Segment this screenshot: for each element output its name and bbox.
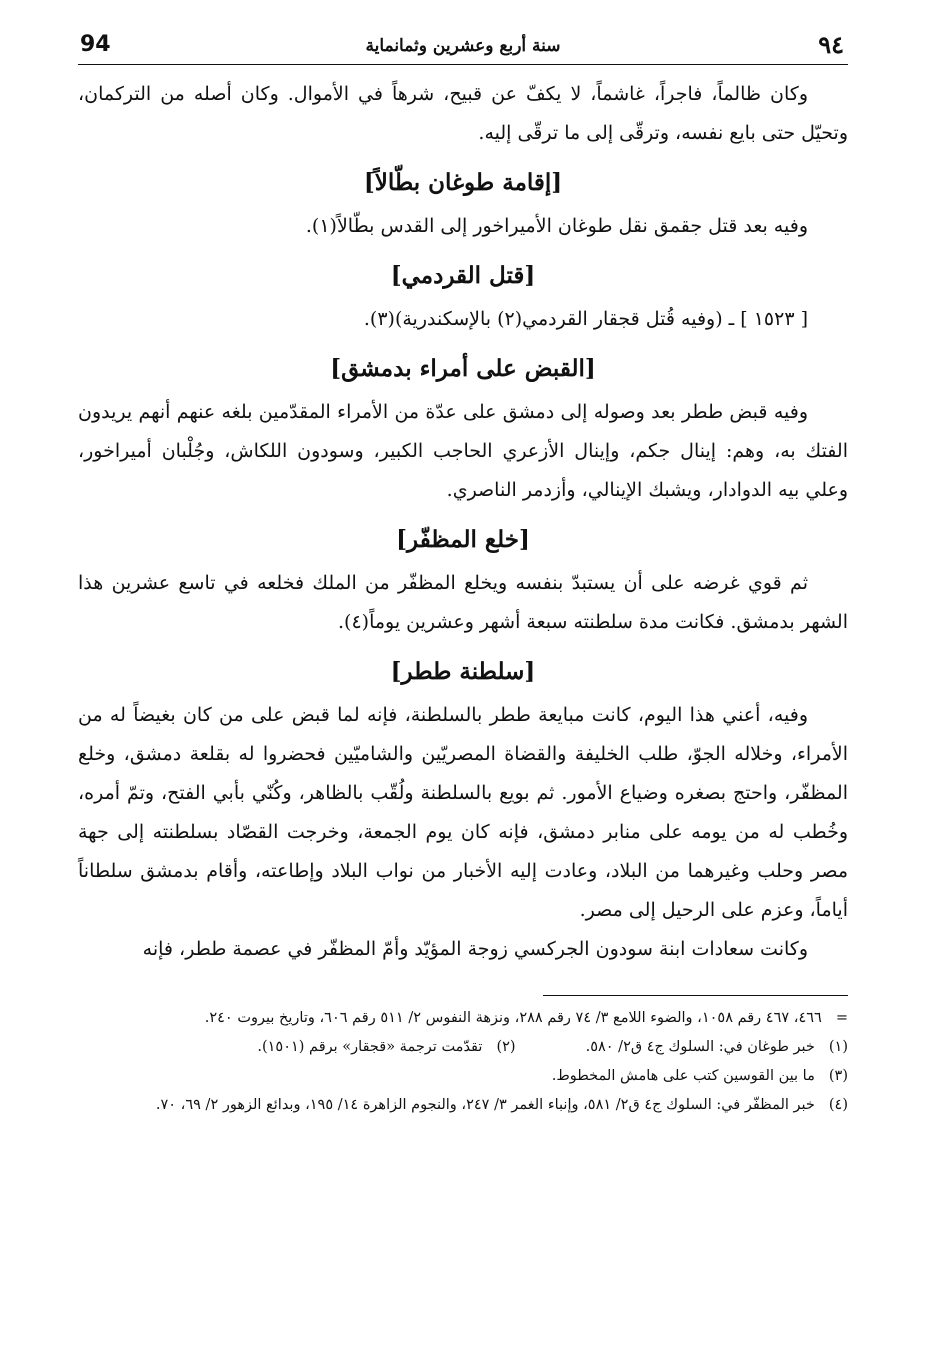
footnote-marker: (١): [828, 1039, 848, 1055]
paragraph: وكانت سعادات ابنة سودون الجركسي زوجة المؤيّد وأمّ المظفّر في عصمة ططر، فإنه: [142, 938, 808, 960]
book-page: [78, 28, 848, 1338]
footnote-marker: (٢): [496, 1039, 516, 1055]
page-header: [78, 28, 848, 65]
footnote-2: [257, 1033, 515, 1062]
footnote-marker: =: [835, 1010, 848, 1026]
running-title: سنة أربع وعشرين وثمانماية: [365, 36, 561, 56]
paragraph: وفيه بعد قتل جقمق نقل طوغان الأميراخور إلى القدس بطّالاً(١).: [305, 215, 808, 237]
page-number-latin: 94: [80, 32, 111, 57]
section-heading: [سلطنة ططر]: [390, 658, 536, 685]
footnote-marker: (٣): [828, 1068, 848, 1084]
footnote-text: ما بين القوسين كتب على هامش المخطوط.: [551, 1068, 815, 1084]
section-heading: [القبض على أمراء بدمشق]: [330, 355, 596, 382]
footnote-1: [586, 1033, 848, 1062]
footnote-text: خبر طوغان في: السلوك ج٤ ق٢/ ٥٨٠.: [585, 1039, 815, 1055]
paragraph: [ ١٥٢٣ ] ـ (وفيه قُتل قجقار القردمي(٢) بالإسكندرية)(٣).: [363, 308, 808, 330]
footnote-text: ٤٦٦، ٤٦٧ رقم ١٠٥٨، والضوء اللامع ٣/ ٧٤ رقم ٢٨٨، ونزهة النفوس ٢/ ٥١١ رقم ٦٠٦، وتاريخ بيروت ٢٤٠.: [204, 1010, 822, 1026]
footnote-marker: (٤): [828, 1097, 848, 1113]
section-heading: [خلع المظفّر]: [396, 526, 530, 553]
footnote-separator: [543, 995, 848, 996]
paragraph: وفيه قبض ططر بعد وصوله إلى دمشق على عدّة من الأمراء المقدّمين بلغه عنهم أنهم يريدون الفتك به، وهم: إينال جكم، وإينال الأزعري الحاجب الكبير، وسودون اللكاش، وجُلْبان أميراخور، وعلي بيه الدوادار، ويشبك الإينالي، وأزدمر الناصري.: [78, 401, 848, 501]
main-text: [78, 75, 848, 969]
footnote-3: [78, 1062, 848, 1091]
paragraph: وكان ظالماً، فاجراً، غاشماً، لا يكفّ عن قبيح، شرهاً في الأموال. وكان أصله من التركمان، وتحيّل حتى بايع نفسه، وترقّى إلى ما ترقّى إليه.: [78, 83, 848, 144]
paragraph: ثم قوي غرضه على أن يستبدّ بنفسه ويخلع المظفّر من الملك فخلعه في تاسع عشرين هذا الشهر بدمشق. فكانت مدة سلطنته سبعة أشهر وعشرين يوماً(٤).: [78, 572, 848, 633]
footnote-text: تقدّمت ترجمة «قجقار» برقم (١٥٠١).: [257, 1039, 483, 1055]
section-heading: [قتل القردمي]: [390, 262, 536, 289]
footnote-4: [78, 1091, 848, 1120]
paragraph: وفيه، أعني هذا اليوم، كانت مبايعة ططر بالسلطنة، فإنه لما قبض على من كان بغيضاً له من الأمراء، وخلاله الجوّ، طلب الخليفة والقضاة المصريّين والشاميّين فحضروا له بقلعة دمشق، وخلع المظفّر، واحتج بصغره وضياع الأمور. ثم بويع بالسلطنة ولُقّب بالظاهر، وكُنّي بأبي الفتح، وتمّ أمره، وخُطب له من يومه على منابر دمشق، فإنه كان يوم الجمعة، وخرجت القصّاد بسلطنته إلى جهة مصر وحلب وغيرهما من البلاد، وعادت إليه الأخبار من نواب البلاد وإطاعته، وأقام بدمشق سلطاناً أياماً، وعزم على الرحيل إلى مصر.: [78, 704, 848, 921]
footnote-text: خبر المظفّر في: السلوك ج٤ ق٢/ ٥٨١، وإنباء الغمر ٣/ ٢٤٧، والنجوم الزاهرة ١٤/ ١٩٥، وبدائع الزهور ٢/ ٦٩، ٧٠.: [155, 1097, 815, 1113]
section-heading: [إقامة طوغان بطّالاً]: [363, 169, 563, 196]
footnotes: [78, 1004, 848, 1120]
footnote-continuation: [78, 1004, 848, 1033]
footnote-row: [78, 1033, 848, 1062]
page-number-arabic: ٩٤: [818, 30, 844, 59]
